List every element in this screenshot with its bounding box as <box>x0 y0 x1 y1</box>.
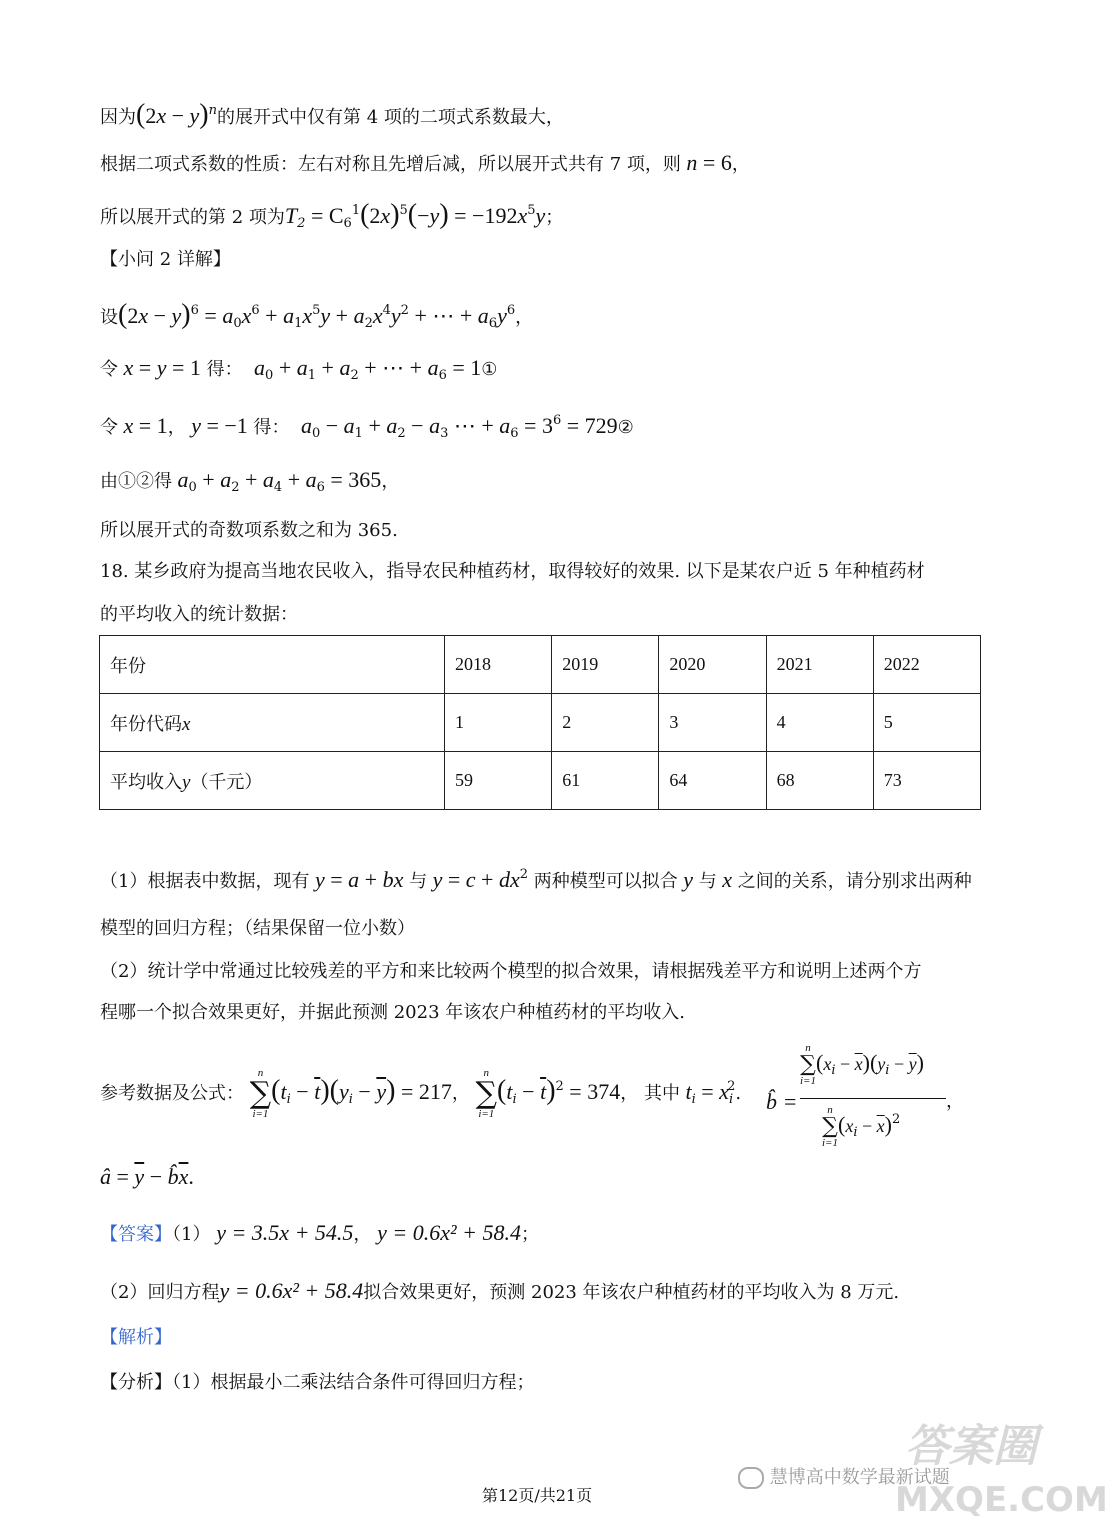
watermark-url: MXQE.COM <box>895 1480 1108 1520</box>
table-cell: 5 <box>873 694 980 752</box>
text-line-6: 令 x = y = 1 得： $a_0 + a_1 + a_2$ + ⋯ + $a_6$ = 1① <box>100 355 498 383</box>
answer-eq-1: y = 3.5x + 54.5 <box>216 1220 354 1245</box>
part-2-line-2: 程哪一个拟合效果更好，并据此预测 2023 年该农户种植药材的平均收入. <box>100 1002 685 1023</box>
text-line-7: 令 x = 1， y = −1 得： $a_0 - a_1 + a_2 - a_3$ ⋯ + $a_6 = 3^6$ = 729② <box>100 413 634 441</box>
income-table <box>99 635 981 810</box>
text-line-3: 所以展开式的第 2 项为$T_2 = C_6^1(2x)^5(-y) = -192x^5y$； <box>100 199 564 231</box>
text-line-9: 所以展开式的奇数项系数之和为 365. <box>100 520 398 541</box>
subquestion-2-heading: 【小问 2 详解】 <box>100 249 231 270</box>
table-cell: 68 <box>766 752 873 810</box>
table-cell: 2020 <box>659 636 766 694</box>
answer-line-2: （2）回归方程y = 0.6x² + 58.4拟合效果更好，预测 2023 年该农户种植药材的平均收入为 8 万元. <box>100 1278 900 1303</box>
text-line-5: 设$(2x - y)^6 = a_0x^6 + a_1x^5y + a_2x^4y^2$ + ⋯ + $a_6y^6$， <box>100 299 534 331</box>
text-line-2: 根据二项式系数的性质：左右对称且先增后减，所以展开式共有 7 项，则 n = 6， <box>100 150 750 175</box>
table-cell: 年份 <box>100 636 445 694</box>
wechat-icon <box>738 1467 764 1489</box>
analysis-line-1: 【分析】（1）根据最小二乘法结合条件可得回归方程； <box>100 1372 535 1393</box>
answer-eq-2: y = 0.6x² + 58.4 <box>377 1220 521 1245</box>
table-cell: 1 <box>445 694 552 752</box>
sigma-sum-1: n ∑ i=1 <box>249 1067 272 1120</box>
part-2-line-1: （2）统计学中常通过比较残差的平方和来比较两个模型的拟合效果，请根据残差平方和说明上述两个方 <box>100 961 922 982</box>
text-line-8: 由①②得 $a_0 + a_2 + a_4 + a_6 = 365$， <box>100 467 400 495</box>
part-1-line-1: （1）根据表中数据，现有 y = a + bx 与 $y = c + dx^2$ 两种模型可以拟合 y 与 x 之间的关系，请分别求出两种 <box>100 867 972 892</box>
table-cell: 2022 <box>873 636 980 694</box>
page-number: 第12页/共21页 <box>482 1486 593 1505</box>
table-cell: 平均收入y（千元） <box>100 752 445 810</box>
table-cell: 2018 <box>445 636 552 694</box>
table-cell: 64 <box>659 752 766 810</box>
table-cell: 73 <box>873 752 980 810</box>
a-hat-formula: â = $\overline{y}$ − $b̂\overline{x}$. <box>100 1164 194 1189</box>
question-18-line-1: 18. 某乡政府为提高当地农民收入，指导农民种植药材，取得较好的效果. 以下是某农户近 5 年种植药材 <box>100 561 925 582</box>
table-row <box>100 694 981 752</box>
question-18-line-2: 的平均收入的统计数据： <box>100 604 298 625</box>
part-1-line-2: 模型的回归方程；（结果保留一位小数） <box>100 918 415 939</box>
table-cell: 2019 <box>552 636 659 694</box>
answer-tag: 【答案】 <box>100 1224 172 1245</box>
table-cell: 年份代码x <box>100 694 445 752</box>
line2-text: 根据二项式系数的性质：左右对称且先增后减，所以展开式共有 7 项，则 <box>100 154 681 175</box>
table-cell: 3 <box>659 694 766 752</box>
watermark-logo: 答案圈 <box>905 1421 1037 1472</box>
sigma-sum-2: n ∑ i=1 <box>475 1067 498 1120</box>
table-cell: 61 <box>552 752 659 810</box>
table-cell: 59 <box>445 752 552 810</box>
reference-formulas: 参考数据及公式： n ∑ i=1 $(t_i - \overline{t})(y_i - \overline{y}) = 217$， n ∑ i=1 $(t_i - \overline{t})^2 = 374$， 其中 $t_i = x_i^2$. <box>100 1067 753 1120</box>
line3-prefix: 所以展开式的第 2 项为 <box>100 207 285 228</box>
table-cell: 2 <box>552 694 659 752</box>
answer-line-1: 【答案】（1） y = 3.5x + 54.5， y = 0.6x² + 58.4； <box>100 1220 539 1245</box>
analysis-heading: 【解析】 <box>100 1327 172 1348</box>
table-cell: 2021 <box>766 636 873 694</box>
wechat-watermark: 慧博高中数学最新试题 <box>738 1463 950 1489</box>
line1-prefix: 因为 <box>100 107 136 128</box>
line1-suffix: 的展开式中仅有第 4 项的二项式系数最大， <box>216 107 564 128</box>
table-row <box>100 752 981 810</box>
text-line-1: 因为$(2x - y)^n$的展开式中仅有第 4 项的二项式系数最大， <box>100 99 564 130</box>
table-row <box>100 636 981 694</box>
table-cell: 4 <box>766 694 873 752</box>
